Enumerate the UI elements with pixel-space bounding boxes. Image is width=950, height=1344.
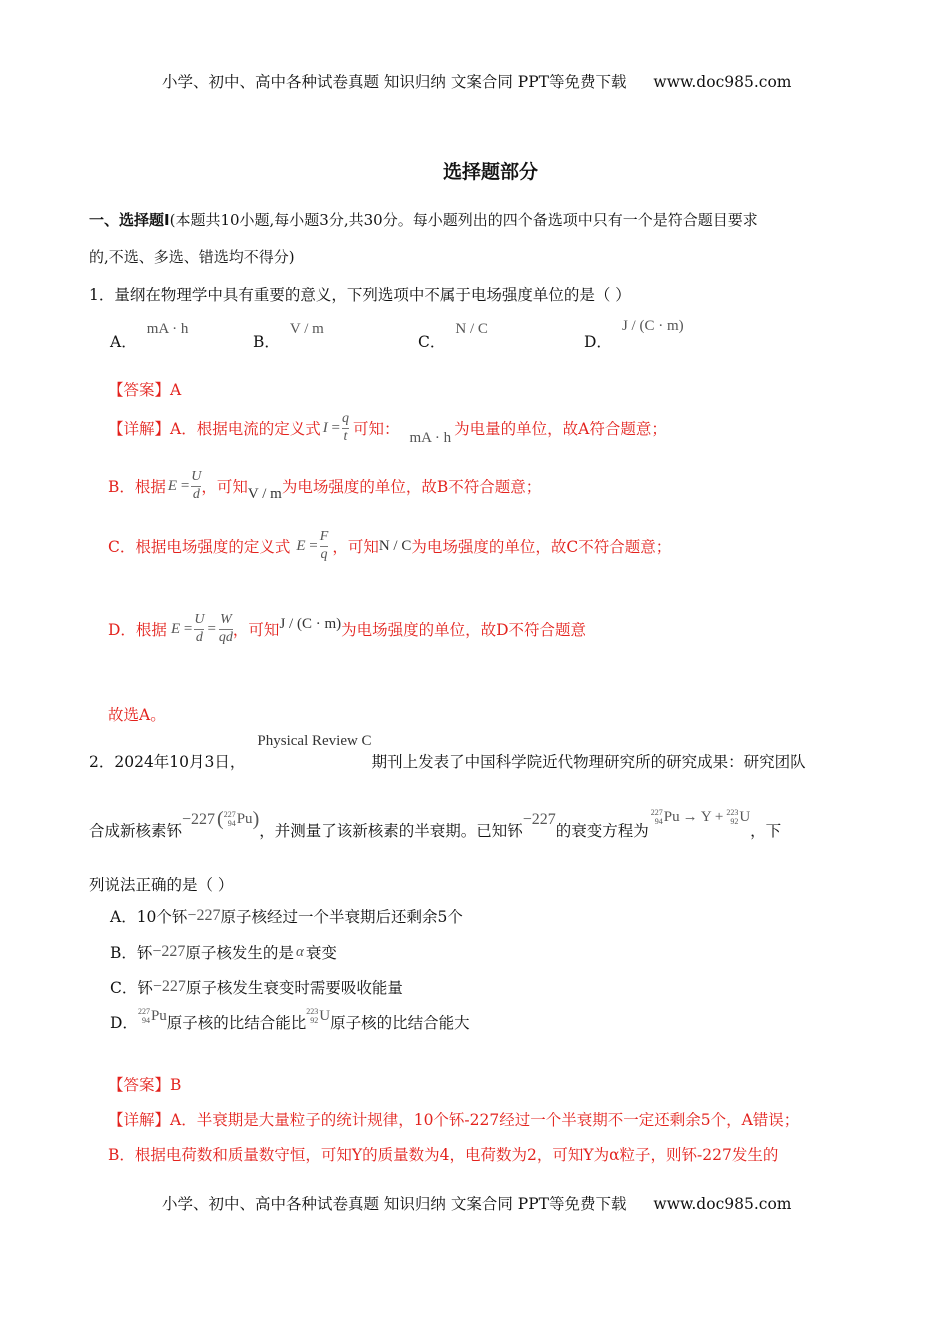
q2-detail-b: B．根据电荷数和质量数守恒，可知Y的质量数为4，电荷数为2，可知Y为α粒子，则钚-227发生的: [108, 1146, 779, 1164]
q1-detail-c-unit: N / C: [378, 537, 412, 554]
q1-detail-d-tail: 为电场强度的单位，故D不符合题意: [341, 621, 587, 640]
q2-pu-sym: Pu: [236, 811, 253, 827]
q2-detail-a-text: A．半衰期是大量粒子的统计规律，10个钚-227经过一个半衰期不一定还剩余5个，A错误；: [170, 1111, 800, 1129]
q2-option-b-alpha: α: [295, 943, 304, 960]
q2-option-c[interactable]: [110, 976, 403, 998]
q1-detail-d: [108, 613, 586, 645]
q1-d-e: E: [170, 620, 181, 637]
q1-detail-a-pre: A．根据电流的定义式: [170, 420, 321, 439]
q2-option-a-iso: −227: [187, 907, 221, 924]
q2-stem-line2-a: 合成新核素钚: [89, 821, 183, 840]
q1-b-den: d: [192, 486, 200, 502]
q2-opt-d-u-z: 92: [310, 1015, 319, 1025]
q1-d-num1: U: [194, 612, 205, 627]
q2-eq-pu-sym: Pu: [663, 809, 680, 825]
q2-option-d-post: 原子核的比结合能大: [330, 1014, 470, 1032]
q1-option-c-label: C．: [418, 333, 446, 351]
q2-eq-arrow: → Y +: [682, 809, 724, 825]
q2-stem-line1: [89, 733, 806, 772]
q1-c-eq: =: [309, 537, 318, 554]
q1-d-num2: W: [220, 612, 232, 627]
q1-b-e: E: [167, 477, 178, 494]
q1-c-num: F: [319, 529, 329, 544]
q2-option-c-post: 原子核发生衰变时需要吸收能量: [185, 979, 403, 997]
q2-stem-line3: 列说法正确的是（ ）: [89, 876, 234, 894]
header-text: 小学、初中、高中各种试卷真题 知识归纳 文案合同 PPT等免费下载: [162, 73, 627, 91]
q1-detail-tag: 【详解】: [108, 420, 171, 439]
q2-stem-line2-b: ，并测量了该新核素的半衰期。已知钚: [259, 821, 523, 840]
q1-c-e: E: [296, 537, 306, 554]
q2-eq-pu-z: 94: [654, 816, 663, 826]
q2-option-b[interactable]: [110, 941, 337, 963]
q1-d-eq1: =: [183, 620, 193, 637]
q2-option-c-pre: C．钚: [110, 979, 153, 997]
q2-opt-d-u-sym: U: [319, 1008, 331, 1024]
q1-option-c[interactable]: [418, 316, 488, 351]
q1-option-d-label: D．: [584, 333, 612, 351]
q1-conclusion: 故选A。: [108, 706, 166, 724]
q2-detail-tag: 【详解】: [108, 1111, 171, 1129]
page-footer: [162, 1192, 791, 1214]
q2-num: 2．2024年10月3日，: [89, 753, 246, 771]
q2-option-b-post: 衰变: [305, 944, 337, 962]
part-desc-line2: 的,不选、多选、错选均不得分): [89, 248, 295, 266]
q2-opt-d-u-mass: 223: [306, 1007, 319, 1017]
footer-text: 小学、初中、高中各种试卷真题 知识归纳 文案合同 PPT等免费下载: [162, 1195, 627, 1213]
q1-i-eq: =: [331, 419, 340, 436]
q1-option-b-value: V / m: [289, 321, 324, 337]
q2-option-d-pre: D．: [110, 1014, 138, 1032]
q1-detail-a-post: 可知：: [352, 420, 400, 439]
q1-detail-c-tail: 为电场强度的单位，故C不符合题意；: [411, 538, 672, 557]
q1-detail-d-unit: J / (C · m): [279, 615, 342, 632]
q2-eq-u-mass: 223: [726, 808, 739, 818]
q1-c-den: q: [320, 546, 328, 562]
q1-frac-q-t: [342, 412, 349, 444]
q1-d-eq2: =: [207, 620, 216, 637]
q2-option-d-pu: [138, 1008, 167, 1025]
q1-option-b-label: B．: [253, 333, 280, 351]
q2-eq-pu-mass: 227: [650, 808, 663, 818]
q1-detail-a-tail: 为电量的单位，故A符合题意；: [454, 420, 667, 439]
q1-detail-b-tail: 为电场强度的单位，故B不符合题意；: [281, 478, 542, 497]
q2-answer: 【答案】B: [108, 1076, 182, 1094]
part-label: 一、选择题Ⅰ: [89, 211, 170, 229]
q2-opt-d-pu-z: 94: [141, 1015, 150, 1025]
q2-eq-u-z: 92: [730, 816, 739, 826]
q2-stem-line2: [89, 808, 782, 840]
q1-formula-e-ud: [168, 478, 189, 495]
q1-d-den2: qd: [218, 629, 233, 645]
header-url[interactable]: www.doc985.com: [653, 73, 792, 91]
q2-option-d-mid: 原子核的比结合能比: [166, 1014, 307, 1032]
q2-option-d[interactable]: [110, 1007, 470, 1033]
q1-frac-num: q: [341, 411, 349, 426]
q1-option-d[interactable]: [584, 313, 684, 351]
q2-stem-line1-tail: 期刊上发表了中国科学院近代物理研究所的研究成果：研究团队: [371, 753, 806, 771]
q2-option-a[interactable]: [110, 905, 463, 927]
q2-decay-equation: [651, 809, 750, 826]
q2-option-c-iso: −227: [152, 978, 186, 995]
q1-frac-u-d-2: [194, 613, 204, 645]
q2-option-b-iso: −227: [152, 943, 186, 960]
q1-detail-b-mid: ，可知: [201, 478, 248, 497]
q1-b-num: U: [191, 469, 202, 484]
q1-stem: 1．量纲在物理学中具有重要的意义，下列选项中不属于电场强度单位的是（ ）: [89, 286, 631, 304]
q2-option-b-pre: B．钚: [110, 944, 153, 962]
q2-eq-u-sym: U: [739, 809, 751, 825]
q2-journal: Physical Review C: [257, 733, 372, 749]
q1-formula-e-ud-wqd: [171, 621, 192, 638]
q2-pu-z: 94: [227, 818, 236, 828]
q1-detail-b: [108, 470, 541, 502]
q1-detail-d-mid: ，可知: [232, 621, 280, 640]
q1-frac-den: t: [343, 428, 348, 444]
q1-detail-c: [108, 530, 671, 562]
q2-stem-line2-c: 的衰变方程为: [555, 821, 649, 840]
q1-option-a[interactable]: [110, 316, 189, 351]
section-title: 选择题部分: [443, 161, 539, 183]
q1-option-b[interactable]: [253, 316, 324, 351]
part-desc-line1: [89, 209, 758, 230]
q2-option-b-mid: 原子核发生的是: [185, 944, 294, 962]
footer-url[interactable]: www.doc985.com: [653, 1195, 792, 1213]
q1-i-symbol: I: [322, 419, 328, 436]
q1-detail-b-unit: V / m: [247, 485, 282, 502]
q1-formula-i: [323, 420, 340, 437]
q1-option-c-value: N / C: [455, 321, 488, 337]
q1-answer: 【答案】A: [108, 381, 182, 399]
q1-detail-c-pre: C．根据电场强度的定义式: [108, 538, 291, 557]
q2-pu-nuclide-paren: ( 227 94 Pu ): [217, 808, 260, 830]
page-header: [162, 70, 791, 92]
q2-iso-2: −227: [522, 810, 556, 828]
q2-stem-line2-d: ，下: [750, 821, 782, 840]
q1-b-eq: =: [180, 477, 190, 494]
q1-d-den1: d: [195, 629, 203, 645]
q1-detail-b-pre: B．根据: [108, 478, 166, 497]
q1-option-a-value: mA · h: [146, 321, 189, 337]
q2-opt-d-pu-sym: Pu: [150, 1008, 167, 1024]
part-desc-1: (本题共10小题,每小题3分,共30分。每小题列出的四个备选项中只有一个是符合题目要求: [169, 211, 758, 229]
q2-iso-1: −227: [182, 810, 216, 828]
q1-detail-a-unit: mA · h: [409, 429, 452, 446]
q1-option-a-label: A．: [110, 333, 137, 351]
q2-option-a-post: 原子核经过一个半衰期后还剩余5个: [220, 908, 463, 926]
q2-opt-d-pu-mass: 227: [137, 1007, 150, 1017]
q2-option-d-u: [306, 1008, 330, 1025]
q1-detail-a: [108, 412, 667, 444]
q1-frac-w-qd: [219, 613, 233, 645]
q1-option-d-value: J / (C · m): [621, 318, 684, 334]
q1-frac-u-d: [191, 470, 201, 502]
q1-detail-d-pre: D．根据: [108, 621, 167, 640]
q2-option-a-pre: A．10个钚: [110, 908, 188, 926]
q2-detail-a: [108, 1108, 799, 1130]
q1-detail-c-mid: ，可知: [332, 538, 379, 557]
q2-pu-mass: 227: [223, 810, 236, 820]
q1-formula-e-fq: [296, 538, 317, 555]
q1-frac-f-q: [320, 530, 329, 562]
